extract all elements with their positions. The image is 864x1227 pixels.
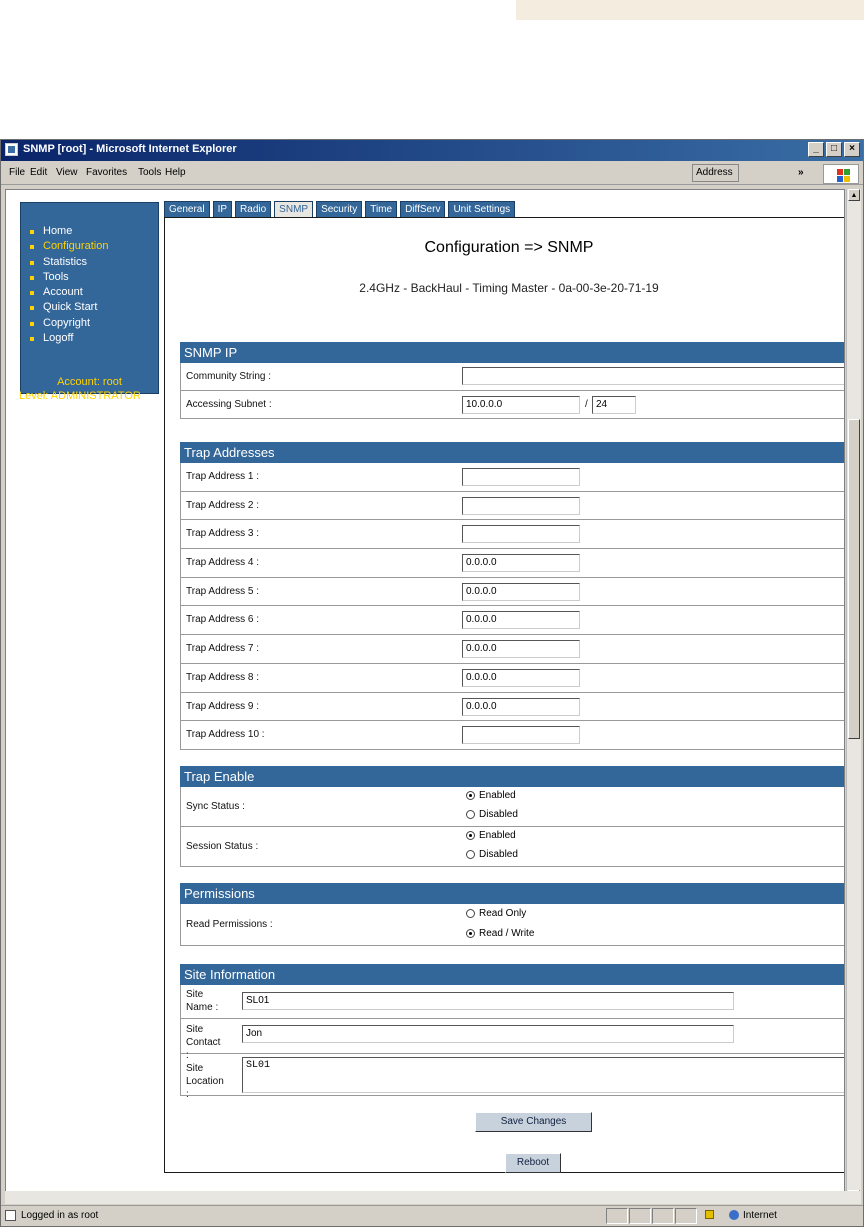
radio-empty-icon <box>466 810 475 819</box>
trap-address-input[interactable]: 0.0.0.0 <box>462 583 580 601</box>
subnet-separator: / <box>585 399 588 410</box>
minimize-button[interactable]: _ <box>808 142 824 157</box>
tab-ip[interactable]: IP <box>213 201 232 219</box>
config-panel <box>164 217 845 1173</box>
lock-icon <box>705 1210 714 1219</box>
trap-address-input[interactable]: 0.0.0.0 <box>462 698 580 716</box>
trap-address-input[interactable]: 0.0.0.0 <box>462 554 580 572</box>
site-name-row <box>180 985 845 1019</box>
tab-unit-settings[interactable]: Unit Settings <box>448 201 515 219</box>
page-title: Configuration => SNMP <box>424 239 594 256</box>
menu-view[interactable]: View <box>56 167 78 178</box>
section-title: Site Information <box>180 964 845 985</box>
session-status-row <box>180 827 845 867</box>
trap-address-row <box>180 578 845 607</box>
status-segment <box>675 1208 697 1224</box>
session-disabled-radio[interactable] <box>466 849 518 860</box>
trap-enable-section <box>180 766 845 867</box>
trap-address-label: Trap Address 2 : <box>186 499 259 511</box>
maximize-button[interactable]: □ <box>826 142 842 157</box>
subnet-mask-input[interactable]: 24 <box>592 396 636 414</box>
status-segment <box>606 1208 628 1224</box>
tab-time[interactable]: Time <box>365 201 397 219</box>
radio-label: Enabled <box>479 790 516 801</box>
address-bar[interactable] <box>692 164 739 182</box>
trap-addresses-section <box>180 442 845 750</box>
title-bar <box>1 140 863 161</box>
trap-address-input[interactable]: 0.0.0.0 <box>462 611 580 629</box>
account-info: Account: root <box>57 376 122 388</box>
tab-diffserv[interactable]: DiffServ <box>400 201 445 219</box>
ie-page-icon <box>5 143 18 156</box>
menu-edit[interactable]: Edit <box>30 167 48 178</box>
trap-address-label: Trap Address 3 : <box>186 528 259 540</box>
nav-logoff[interactable]: Logoff <box>43 331 108 346</box>
vertical-scrollbar[interactable] <box>846 189 861 1204</box>
account-level: Level: ADMINISTRATOR <box>19 390 141 402</box>
trap-address-input[interactable]: 0.0.0.0 <box>462 669 580 687</box>
nav-tools[interactable]: Tools <box>43 270 108 285</box>
radio-empty-icon <box>466 909 475 918</box>
trap-address-list <box>180 463 845 750</box>
nav-configuration[interactable]: Configuration <box>43 239 108 254</box>
trap-address-row <box>180 492 845 521</box>
trap-address-label: Trap Address 10 : <box>186 729 265 741</box>
subnet-input[interactable]: 10.0.0.0 <box>462 396 580 414</box>
device-subtitle: 2.4GHz - BackHaul - Timing Master - 0a-00-3e-20-71-19 <box>359 281 659 295</box>
read-permissions-row <box>180 904 845 946</box>
trap-address-label: Trap Address 4 : <box>186 557 259 569</box>
trap-address-row <box>180 606 845 635</box>
trap-address-row <box>180 664 845 693</box>
nav-copyright[interactable]: Copyright <box>43 316 108 331</box>
nav-statistics[interactable]: Statistics <box>43 255 108 270</box>
trap-address-input[interactable]: 0.0.0.0 <box>462 640 580 658</box>
read-write-radio[interactable] <box>466 928 534 939</box>
trap-address-row <box>180 549 845 578</box>
browser-window <box>0 139 864 1227</box>
trap-address-input[interactable] <box>462 468 580 486</box>
trap-address-row <box>180 693 845 722</box>
trap-address-label: Trap Address 1 : <box>186 471 259 482</box>
trap-address-input[interactable] <box>462 497 580 515</box>
trap-address-label: Trap Address 8 : <box>186 671 259 683</box>
site-location-textarea[interactable]: SL01 <box>242 1057 845 1093</box>
site-contact-label: Site Contact : <box>186 1024 221 1061</box>
trap-address-row <box>180 721 845 750</box>
session-enabled-radio[interactable] <box>466 830 516 841</box>
tab-radio[interactable]: Radio <box>235 201 271 219</box>
radio-label: Disabled <box>479 849 518 860</box>
site-contact-input[interactable]: Jon <box>242 1025 734 1043</box>
subnet-label: Accessing Subnet : <box>186 399 272 410</box>
status-segment <box>629 1208 651 1224</box>
radio-label: Disabled <box>479 809 518 820</box>
permissions-section <box>180 883 845 946</box>
menu-file[interactable]: File <box>9 167 26 178</box>
scroll-up-icon[interactable]: ▲ <box>848 189 860 201</box>
tab-general[interactable]: General <box>164 201 210 219</box>
section-title: SNMP IP <box>180 342 845 363</box>
save-changes-button[interactable]: Save Changes <box>475 1112 592 1132</box>
community-label: Community String : <box>186 371 272 382</box>
trap-address-row <box>180 520 845 549</box>
reboot-button[interactable]: Reboot <box>505 1153 561 1173</box>
site-location-label: Site Location : <box>186 1063 224 1100</box>
trap-address-label: Trap Address 6 : <box>186 614 259 626</box>
menu-favorites[interactable]: Favorites <box>86 167 128 178</box>
radio-label: Read Only <box>479 908 527 919</box>
site-name-input[interactable]: SL01 <box>242 992 734 1010</box>
sync-enabled-radio[interactable] <box>466 790 516 801</box>
scroll-thumb[interactable] <box>848 419 860 739</box>
radio-selected-icon <box>466 929 475 938</box>
section-title: Permissions <box>180 883 845 904</box>
trap-address-input[interactable] <box>462 525 580 543</box>
window-title: SNMP [root] - Microsoft Internet Explorer <box>23 143 237 155</box>
windows-logo-icon <box>823 164 859 184</box>
top-decor-band <box>516 0 864 20</box>
nav-quick-start[interactable]: Quick Start <box>43 300 108 315</box>
internet-zone-icon <box>729 1210 739 1220</box>
trap-address-input[interactable] <box>462 726 580 744</box>
close-button[interactable]: × <box>844 142 860 157</box>
radio-label: Read / Write <box>479 928 535 939</box>
nav-home[interactable]: Home <box>43 224 108 239</box>
snmp-ip-section <box>180 342 845 419</box>
read-permissions-label: Read Permissions : <box>186 919 273 930</box>
read-only-radio[interactable] <box>466 908 526 919</box>
section-title: Trap Addresses <box>180 442 845 463</box>
menu-tools[interactable]: Tools <box>138 167 162 178</box>
radio-selected-icon <box>466 831 475 840</box>
site-contact-row <box>180 1019 845 1061</box>
sync-disabled-radio[interactable] <box>466 809 518 820</box>
sync-status-row <box>180 787 845 827</box>
status-segment <box>652 1208 674 1224</box>
status-bar <box>1 1205 863 1227</box>
trap-address-label: Trap Address 5 : <box>186 585 259 597</box>
site-information-section <box>180 964 845 1100</box>
trap-address-row <box>180 635 845 664</box>
trap-address-label: Trap Address 7 : <box>186 643 259 655</box>
section-title: Trap Enable <box>180 766 845 787</box>
site-location-row <box>180 1054 845 1100</box>
menu-help[interactable]: Help <box>165 167 186 178</box>
tab-security[interactable]: Security <box>316 201 362 219</box>
side-nav <box>19 202 159 402</box>
radio-label: Enabled <box>479 830 516 841</box>
radio-empty-icon <box>466 850 475 859</box>
sync-status-label: Sync Status : <box>186 801 245 812</box>
community-string-input[interactable] <box>462 367 845 385</box>
horizontal-scrollbar[interactable] <box>5 1191 861 1204</box>
session-status-label: Session Status : <box>186 841 259 852</box>
trap-address-row <box>180 463 845 492</box>
radio-selected-icon <box>466 791 475 800</box>
trap-address-label: Trap Address 9 : <box>186 700 259 712</box>
nav-account[interactable]: Account <box>43 285 108 300</box>
status-text: Logged in as root <box>21 1210 99 1221</box>
security-zone: Internet <box>743 1210 777 1221</box>
toolbar-chevron-icon[interactable]: » <box>798 167 804 178</box>
community-row <box>180 363 845 391</box>
subnet-row <box>180 391 845 419</box>
address-label: Address <box>696 167 733 178</box>
page-viewport <box>5 189 845 1204</box>
tab-snmp[interactable]: SNMP <box>274 201 313 219</box>
site-name-label: Site Name : <box>186 989 219 1013</box>
page-status-icon <box>5 1210 16 1221</box>
